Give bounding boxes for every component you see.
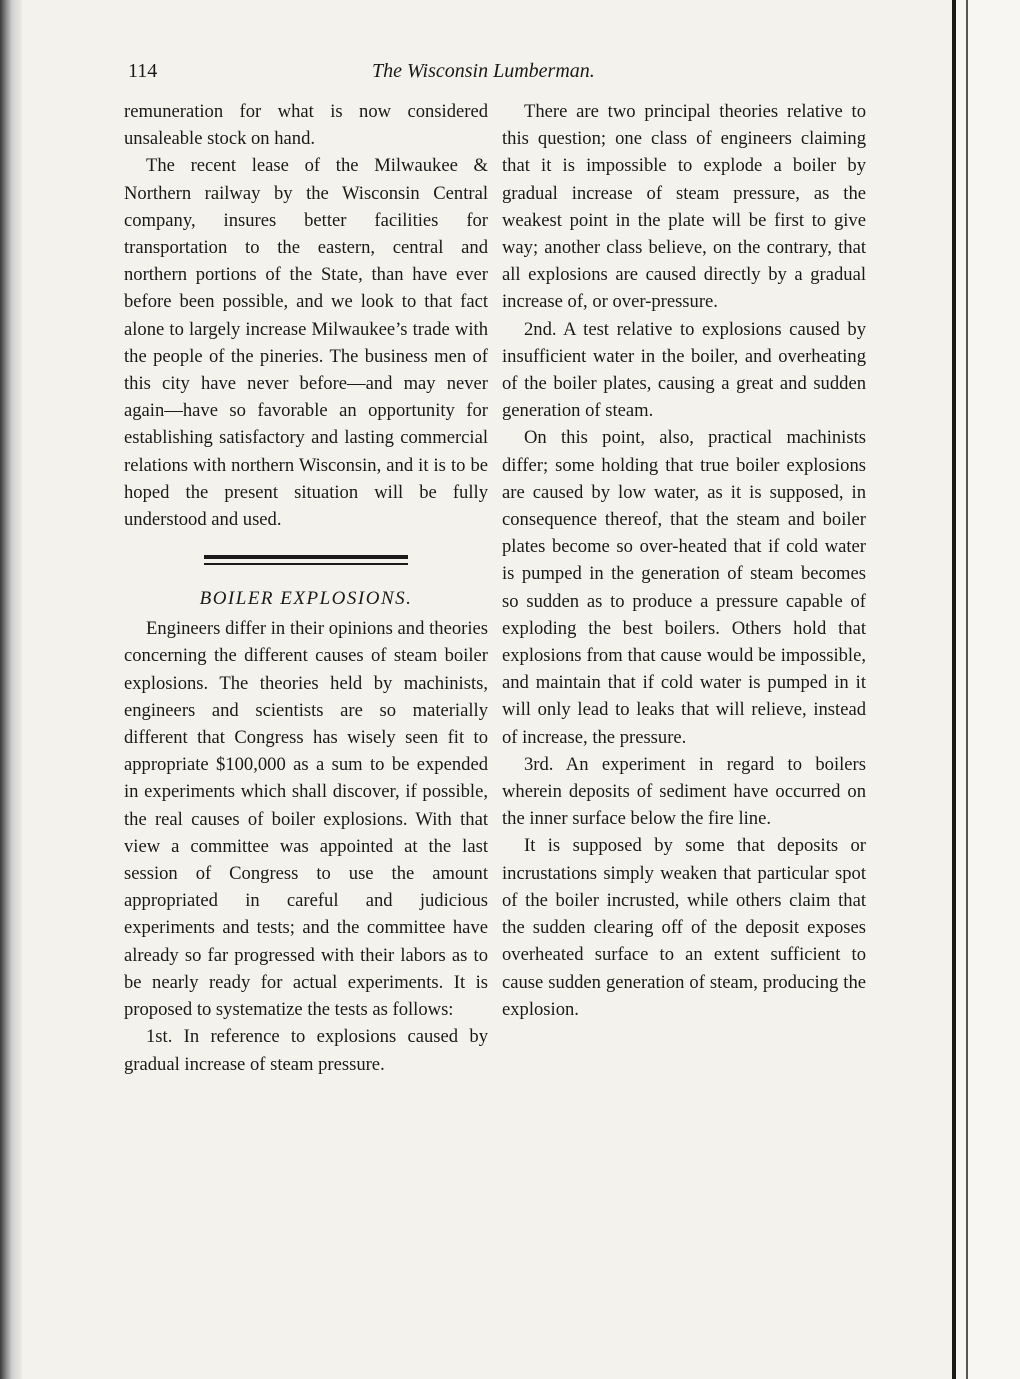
page-right-edge — [952, 0, 1020, 1379]
right-paragraph-5: It is supposed by some that deposits or incrustations simply weaken that particular spot of the boiler incrusted, while others claim that the sudden clearing off of the deposit exposes overheated surface to an extent sufficient to cause sudden generation of steam, producing the explosion. — [502, 835, 866, 1020]
left-paragraph-4: 1st. In reference to explosions caused by gradual increase of steam pressure. — [124, 1026, 488, 1075]
page-binding-edge — [0, 0, 22, 1379]
right-paragraph-1: There are two principal theories relative to this question; one class of engineers claiming that it is impossible to explode a boiler by gradual increase of steam pressure, as the weakest point in the plate will be first to give way; another class believe, on the contrary, that all explosions are caused directly by a gradual increase of, or over-pressure. — [502, 101, 866, 313]
right-paragraph-2: 2nd. A test relative to explosions caused by insufficient water in the boiler, and overheating of the boiler plates, causing a great and sudden generation of steam. — [502, 318, 866, 422]
left-paragraph-2: The recent lease of the Milwaukee & Northern railway by the Wisconsin Central company, insures better facilities for transportation to the eastern, central and northern portions of the State, than have ever before been possible, and we look to that fact alone to largely increase Milwaukee’s trade with the people of the pineries. The business men of this city have never before—and may never again—have so favorable an opportunity for establishing satisfactory and lasting commercial relations with northern Wisconsin, and it is to be hoped the present situation will be fully understood and used. — [124, 155, 488, 531]
section-title: BOILER EXPLOSIONS. — [199, 588, 413, 610]
page-header — [128, 60, 866, 90]
section-divider-rule — [204, 555, 408, 565]
right-paragraph-4: 3rd. An experiment in regard to boilers wherein deposits of sediment have occurred on the inner surface below the fire line. — [502, 753, 866, 830]
right-paragraph-3: On this point, also, practical machinists differ; some holding that true boiler explosions are caused by low water, as it is supposed, in consequence thereof, that the steam and boiler plates become so over-heated that if cold water is pumped in the generation of steam becomes so sudden as to produce a pressure capable of exploding the best boilers. Others hold that explosions from that cause would be impossible, and maintain that if cold water is pumped in it will only lead to leaks that will relieve, instead of increase, the pressure. — [502, 427, 866, 748]
left-paragraph-3: Engineers differ in their opinions and theories concerning the different causes of steam boiler explosions. The theories held by machinists, engineers and scientists are so materially different that Congress has wisely seen fit to appropriate $100,000 as a sum to be expended in experiments which shall discover, if possible, the real causes of boiler explosions. With that view a committee was appointed at the last session of Congress to use the amount appropriated in careful and judicious experiments and tests; and the committee have already so far progressed with their labors as to be nearly ready for actual experiments. It is proposed to systematize the tests as follows: — [124, 618, 488, 1021]
left-column — [124, 98, 488, 1078]
page-number: 114 — [128, 60, 158, 82]
right-column — [502, 98, 866, 1023]
running-head: The Wisconsin Lumberman. — [372, 60, 595, 82]
left-paragraph-1: remuneration for what is now considered unsaleable stock on hand. — [124, 101, 488, 150]
